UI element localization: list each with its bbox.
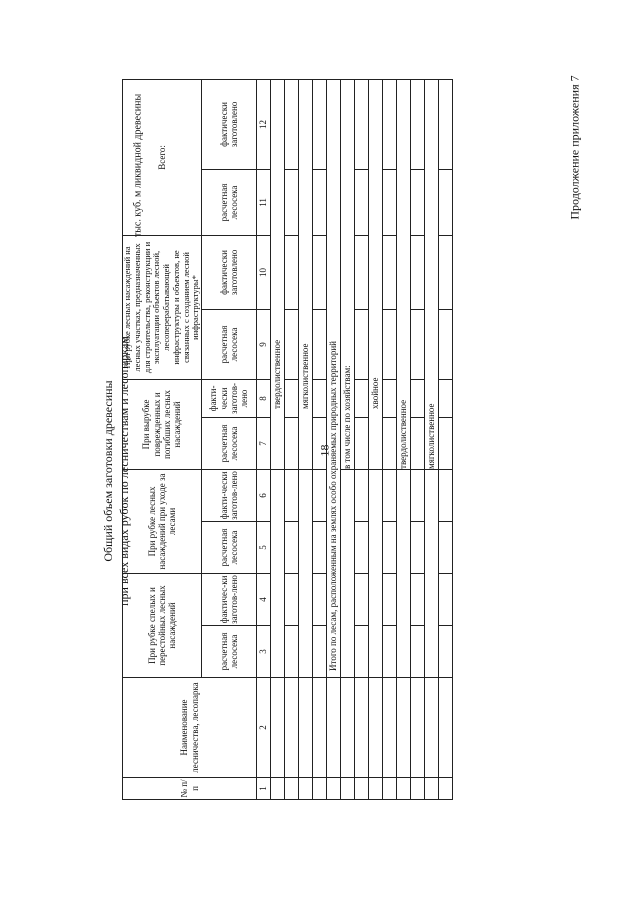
table-cell (341, 469, 355, 677)
header-forestry-name: Наименование лесничества, лесопарка (123, 678, 257, 778)
table-cell (383, 379, 397, 417)
table-cell (285, 573, 299, 625)
harvest-volume-table (122, 79, 453, 800)
subheader-cell: расчетная лесосека (202, 169, 257, 235)
table-cell (439, 469, 453, 521)
subheader-cell: факти-чески заготов-лено (202, 469, 257, 521)
table-cell (355, 417, 369, 469)
table-cell (383, 778, 397, 800)
header-group-total: Всего: (123, 79, 202, 235)
header-group-mature: При рубке спелых и перестойных лесных насаждений (123, 573, 202, 677)
table-cell (411, 169, 425, 235)
table-cell (285, 469, 299, 521)
table-cell (411, 778, 425, 800)
table-cell (355, 573, 369, 625)
table-cell (439, 235, 453, 309)
subheader-cell: расчетная лесосека (202, 626, 257, 678)
table-cell (313, 417, 327, 469)
table-cell (355, 379, 369, 417)
table-cell (383, 309, 397, 379)
column-number: 10 (257, 235, 271, 309)
table-cell (313, 678, 327, 778)
table-cell (383, 521, 397, 573)
table-cell (439, 778, 453, 800)
table-cell (439, 417, 453, 469)
table-cell (369, 469, 383, 677)
header-group-thinning: При рубке лесных насаждений при уходе за лесами (123, 469, 202, 573)
subheader-cell: расчетная лесосека (202, 521, 257, 573)
column-number: 2 (257, 678, 271, 778)
column-number: 7 (257, 417, 271, 469)
column-number: 3 (257, 626, 271, 678)
table-cell (425, 469, 439, 677)
column-number: 4 (257, 573, 271, 625)
table-cell (355, 678, 369, 778)
subheader-cell: расчетная лесосека (202, 417, 257, 469)
table-cell (355, 469, 369, 521)
table-cell (327, 678, 341, 778)
table-cell (411, 626, 425, 678)
row-label-conifer: хвойное (369, 79, 383, 469)
table-cell (397, 678, 411, 778)
title-line-1: Общий объем заготовки древесины (101, 380, 115, 562)
row-label-by-farms: в том числе по хозяйствам: (341, 79, 355, 469)
table-cell (439, 626, 453, 678)
header-num: № п/п (123, 778, 257, 800)
table-cell (439, 678, 453, 778)
table-cell (383, 235, 397, 309)
table-cell (313, 235, 327, 309)
subheader-cell: расчетная лесосека (202, 309, 257, 379)
table-cell (355, 778, 369, 800)
units-label: тыс. куб. м ликвидной древесины (132, 93, 144, 238)
table-cell (411, 309, 425, 379)
column-number: 5 (257, 521, 271, 573)
table-cell (285, 417, 299, 469)
table-cell (313, 778, 327, 800)
table-cell (285, 379, 299, 417)
table-cell (271, 469, 285, 677)
row-label-softwood: мягколиственное (299, 79, 313, 469)
table-cell (355, 169, 369, 235)
appendix-note: Продолжение приложения 7 (567, 75, 582, 220)
table-cell (285, 778, 299, 800)
table-cell (285, 678, 299, 778)
table-cell (397, 469, 411, 677)
table-cell (355, 309, 369, 379)
table-cell (313, 309, 327, 379)
table-cell (271, 678, 285, 778)
table-cell (411, 469, 425, 521)
table-cell (369, 678, 383, 778)
table-cell (313, 521, 327, 573)
column-number: 11 (257, 169, 271, 235)
subheader-cell: фактичес-ки заготов-лено (202, 573, 257, 625)
header-group-damaged: При вырубке поврежденных и погибших лесных насаждений (123, 379, 202, 469)
table-cell (299, 678, 313, 778)
table-cell (369, 778, 383, 800)
table-cell (425, 678, 439, 778)
table-cell (397, 778, 411, 800)
row-label-hardwood-2: твердолиственное (397, 79, 411, 469)
column-number: 9 (257, 309, 271, 379)
table-cell (383, 417, 397, 469)
table-cell (285, 235, 299, 309)
table-cell (439, 79, 453, 169)
table-cell (439, 573, 453, 625)
table-cell (411, 573, 425, 625)
table-cell (411, 521, 425, 573)
table-cell (285, 169, 299, 235)
header-group-infrastructure: При рубке лесных насаждений на лесных участках, предназначенных для строительства, реконструкции и эксплуатации объектов лесной, лесоперерабатывающей инфраструктуры и объектов, не связанных с созданием лесной инфраструктуры* (123, 235, 202, 379)
table-cell (271, 778, 285, 800)
table-cell (299, 469, 313, 677)
table-cell (313, 573, 327, 625)
table-cell (299, 778, 313, 800)
table-cell (411, 235, 425, 309)
table-cell (439, 379, 453, 417)
table-cell (383, 469, 397, 521)
table-cell (313, 469, 327, 521)
table-cell (341, 678, 355, 778)
table-cell (285, 309, 299, 379)
table-cell (327, 778, 341, 800)
subheader-cell: фактически заготовлено (202, 235, 257, 309)
table-cell (383, 169, 397, 235)
table-cell (313, 169, 327, 235)
table-cell (313, 79, 327, 169)
table-cell (341, 778, 355, 800)
column-number: 6 (257, 469, 271, 521)
table-cell (355, 79, 369, 169)
table-cell (285, 79, 299, 169)
column-number: 12 (257, 79, 271, 169)
table-cell (439, 169, 453, 235)
table-cell (425, 778, 439, 800)
table-cell (439, 309, 453, 379)
table-cell (285, 626, 299, 678)
title-line-2: при всех видах рубок по лесничествам и лесопаркам (117, 336, 131, 606)
row-label-hardwood: твердолиственное (271, 79, 285, 469)
table-cell (411, 79, 425, 169)
table-cell (383, 79, 397, 169)
table-cell (355, 521, 369, 573)
table-cell (411, 379, 425, 417)
row-label-softwood-2: мягколиственное (425, 79, 439, 469)
subheader-cell: фактически заготовлено (202, 79, 257, 169)
table-cell (411, 678, 425, 778)
table-cell (411, 417, 425, 469)
table-cell (355, 235, 369, 309)
table-cell (383, 678, 397, 778)
table-cell (313, 626, 327, 678)
column-number: 1 (257, 778, 271, 800)
harvest-table-sheet (122, 80, 486, 800)
table-cell (285, 521, 299, 573)
column-number: 8 (257, 379, 271, 417)
subheader-cell: факти-чески заготов-лено (202, 379, 257, 417)
row-label-protected-total: Итого по лесам, расположенным на землях особо охраняемых природных территорий (327, 79, 341, 677)
table-cell (439, 521, 453, 573)
table-cell (383, 626, 397, 678)
table-cell (383, 573, 397, 625)
page-number: 18 (317, 444, 332, 457)
table-cell (313, 379, 327, 417)
table-cell (355, 626, 369, 678)
